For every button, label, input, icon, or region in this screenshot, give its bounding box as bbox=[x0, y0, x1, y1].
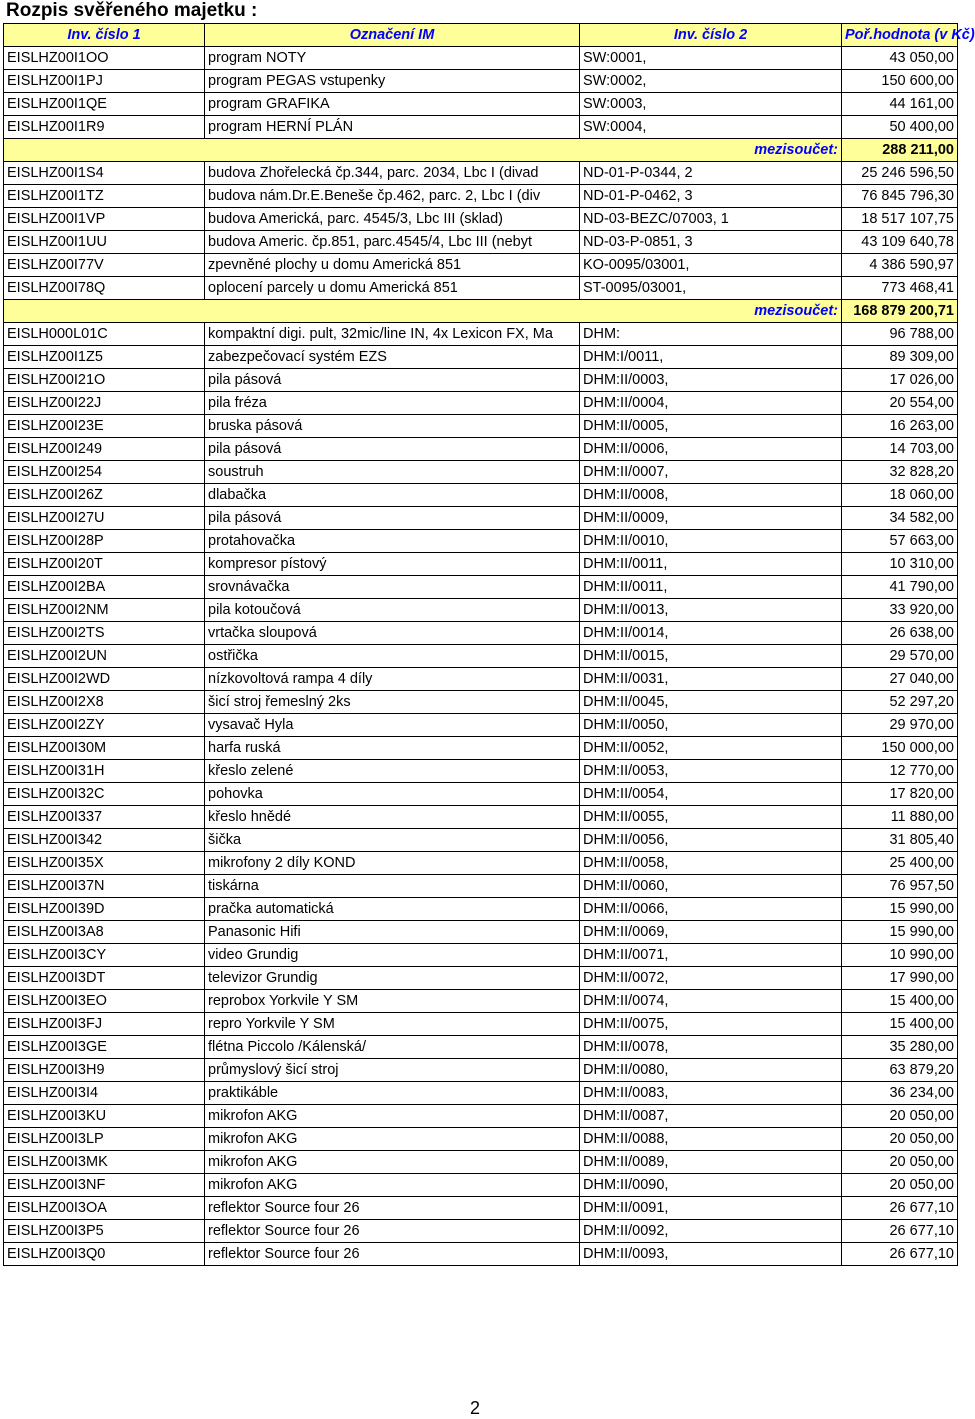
cell-acquisition-value: 63 879,20 bbox=[842, 1059, 958, 1082]
cell-inv-number-2: DHM:II/0013, bbox=[580, 599, 842, 622]
table-row bbox=[4, 1059, 958, 1082]
cell-inv-number-2: SW:0001, bbox=[580, 47, 842, 70]
cell-asset-name: křeslo hnědé bbox=[205, 806, 580, 829]
cell-acquisition-value: 150 000,00 bbox=[842, 737, 958, 760]
cell-asset-name: Panasonic Hifi bbox=[205, 921, 580, 944]
cell-inv-number-1: EISLHZ00I254 bbox=[4, 461, 205, 484]
table-row bbox=[4, 438, 958, 461]
cell-inv-number-1: EISLHZ00I77V bbox=[4, 254, 205, 277]
cell-asset-name: budova Americ. čp.851, parc.4545/4, Lbc III (nebyt bbox=[205, 231, 580, 254]
cell-inv-number-2: DHM:II/0072, bbox=[580, 967, 842, 990]
table-row bbox=[4, 898, 958, 921]
table-row bbox=[4, 162, 958, 185]
header-inv-number-1: Inv. číslo 1 bbox=[4, 24, 205, 47]
table-row bbox=[4, 622, 958, 645]
cell-inv-number-2: DHM:II/0074, bbox=[580, 990, 842, 1013]
table-row bbox=[4, 231, 958, 254]
cell-acquisition-value: 773 468,41 bbox=[842, 277, 958, 300]
cell-asset-name: pila fréza bbox=[205, 392, 580, 415]
cell-inv-number-1: EISLHZ00I3DT bbox=[4, 967, 205, 990]
table-row bbox=[4, 1036, 958, 1059]
cell-inv-number-2: DHM:II/0003, bbox=[580, 369, 842, 392]
cell-inv-number-2: ND-01-P-0344, 2 bbox=[580, 162, 842, 185]
table-row bbox=[4, 1105, 958, 1128]
table-row bbox=[4, 323, 958, 346]
cell-inv-number-2: DHM:II/0093, bbox=[580, 1243, 842, 1266]
table-row bbox=[4, 691, 958, 714]
cell-asset-name: bruska pásová bbox=[205, 415, 580, 438]
cell-inv-number-2: DHM:II/0007, bbox=[580, 461, 842, 484]
cell-asset-name: reflektor Source four 26 bbox=[205, 1197, 580, 1220]
table-row bbox=[4, 1082, 958, 1105]
table-row bbox=[4, 507, 958, 530]
cell-inv-number-2: DHM:II/0005, bbox=[580, 415, 842, 438]
cell-inv-number-1: EISLH000L01C bbox=[4, 323, 205, 346]
cell-asset-name: video Grundig bbox=[205, 944, 580, 967]
cell-inv-number-2: DHM:II/0066, bbox=[580, 898, 842, 921]
cell-inv-number-2: DHM:II/0011, bbox=[580, 576, 842, 599]
cell-acquisition-value: 16 263,00 bbox=[842, 415, 958, 438]
table-row bbox=[4, 553, 958, 576]
cell-acquisition-value: 32 828,20 bbox=[842, 461, 958, 484]
cell-acquisition-value: 17 820,00 bbox=[842, 783, 958, 806]
cell-inv-number-2: DHM:II/0054, bbox=[580, 783, 842, 806]
table-row bbox=[4, 116, 958, 139]
cell-inv-number-1: EISLHZ00I78Q bbox=[4, 277, 205, 300]
cell-asset-name: ostřička bbox=[205, 645, 580, 668]
cell-acquisition-value: 89 309,00 bbox=[842, 346, 958, 369]
cell-acquisition-value: 150 600,00 bbox=[842, 70, 958, 93]
table-row bbox=[4, 944, 958, 967]
cell-inv-number-1: EISLHZ00I3NF bbox=[4, 1174, 205, 1197]
cell-inv-number-1: EISLHZ00I35X bbox=[4, 852, 205, 875]
asset-table bbox=[3, 23, 975, 1266]
cell-asset-name: vrtačka sloupová bbox=[205, 622, 580, 645]
cell-inv-number-2: DHM:II/0060, bbox=[580, 875, 842, 898]
cell-asset-name: repro Yorkvile Y SM bbox=[205, 1013, 580, 1036]
cell-asset-name: kompaktní digi. pult, 32mic/line IN, 4x Lexicon FX, Ma bbox=[205, 323, 580, 346]
cell-acquisition-value: 26 677,10 bbox=[842, 1197, 958, 1220]
subtotal-row bbox=[4, 139, 958, 162]
cell-inv-number-1: EISLHZ00I3EO bbox=[4, 990, 205, 1013]
cell-asset-name: dlabačka bbox=[205, 484, 580, 507]
cell-inv-number-1: EISLHZ00I32C bbox=[4, 783, 205, 806]
header-acquisition-value: Poř.hodnota (v Kč) bbox=[842, 24, 958, 47]
cell-inv-number-1: EISLHZ00I3OA bbox=[4, 1197, 205, 1220]
cell-asset-name: tiskárna bbox=[205, 875, 580, 898]
cell-inv-number-1: EISLHZ00I2BA bbox=[4, 576, 205, 599]
cell-acquisition-value: 18 517 107,75 bbox=[842, 208, 958, 231]
cell-inv-number-1: EISLHZ00I2NM bbox=[4, 599, 205, 622]
cell-inv-number-2: SW:0004, bbox=[580, 116, 842, 139]
cell-inv-number-2: DHM:II/0087, bbox=[580, 1105, 842, 1128]
cell-acquisition-value: 15 990,00 bbox=[842, 921, 958, 944]
cell-inv-number-2: DHM:II/0009, bbox=[580, 507, 842, 530]
cell-acquisition-value: 33 920,00 bbox=[842, 599, 958, 622]
cell-inv-number-1: EISLHZ00I37N bbox=[4, 875, 205, 898]
cell-inv-number-1: EISLHZ00I2ZY bbox=[4, 714, 205, 737]
cell-acquisition-value: 15 400,00 bbox=[842, 1013, 958, 1036]
cell-asset-name: mikrofon AKG bbox=[205, 1128, 580, 1151]
table-row bbox=[4, 93, 958, 116]
cell-inv-number-2: ND-01-P-0462, 3 bbox=[580, 185, 842, 208]
cell-inv-number-1: EISLHZ00I3Q0 bbox=[4, 1243, 205, 1266]
cell-asset-name: zpevněné plochy u domu Americká 851 bbox=[205, 254, 580, 277]
page-number: 2 bbox=[470, 1398, 481, 1418]
table-row bbox=[4, 921, 958, 944]
cell-inv-number-2: DHM:II/0031, bbox=[580, 668, 842, 691]
cell-inv-number-2: DHM:II/0011, bbox=[580, 553, 842, 576]
cell-inv-number-1: EISLHZ00I2UN bbox=[4, 645, 205, 668]
table-row bbox=[4, 599, 958, 622]
cell-acquisition-value: 44 161,00 bbox=[842, 93, 958, 116]
cell-inv-number-2: DHM:II/0069, bbox=[580, 921, 842, 944]
cell-asset-name: pila pásová bbox=[205, 438, 580, 461]
subtotal-label: mezisoučet: bbox=[4, 300, 842, 323]
cell-asset-name: reflektor Source four 26 bbox=[205, 1220, 580, 1243]
cell-inv-number-2: KO-0095/03001, bbox=[580, 254, 842, 277]
cell-inv-number-1: EISLHZ00I22J bbox=[4, 392, 205, 415]
table-row bbox=[4, 1220, 958, 1243]
cell-inv-number-1: EISLHZ00I3A8 bbox=[4, 921, 205, 944]
cell-inv-number-2: SW:0002, bbox=[580, 70, 842, 93]
cell-acquisition-value: 10 990,00 bbox=[842, 944, 958, 967]
cell-inv-number-2: DHM: bbox=[580, 323, 842, 346]
table-row bbox=[4, 806, 958, 829]
cell-acquisition-value: 12 770,00 bbox=[842, 760, 958, 783]
cell-acquisition-value: 29 570,00 bbox=[842, 645, 958, 668]
cell-asset-name: pila pásová bbox=[205, 369, 580, 392]
cell-acquisition-value: 96 788,00 bbox=[842, 323, 958, 346]
cell-inv-number-1: EISLHZ00I3KU bbox=[4, 1105, 205, 1128]
cell-inv-number-1: EISLHZ00I1R9 bbox=[4, 116, 205, 139]
cell-inv-number-2: DHM:II/0006, bbox=[580, 438, 842, 461]
cell-inv-number-1: EISLHZ00I1S4 bbox=[4, 162, 205, 185]
cell-inv-number-2: DHM:II/0053, bbox=[580, 760, 842, 783]
cell-acquisition-value: 76 957,50 bbox=[842, 875, 958, 898]
cell-asset-name: křeslo zelené bbox=[205, 760, 580, 783]
subtotal-label: mezisoučet: bbox=[4, 139, 842, 162]
cell-inv-number-2: DHM:II/0014, bbox=[580, 622, 842, 645]
subtotal-row bbox=[4, 300, 958, 323]
cell-inv-number-1: EISLHZ00I337 bbox=[4, 806, 205, 829]
cell-inv-number-2: DHM:II/0090, bbox=[580, 1174, 842, 1197]
cell-asset-name: pohovka bbox=[205, 783, 580, 806]
cell-inv-number-1: EISLHZ00I28P bbox=[4, 530, 205, 553]
cell-inv-number-1: EISLHZ00I2X8 bbox=[4, 691, 205, 714]
cell-asset-name: televizor Grundig bbox=[205, 967, 580, 990]
table-row bbox=[4, 346, 958, 369]
table-row bbox=[4, 829, 958, 852]
cell-inv-number-2: ND-03-P-0851, 3 bbox=[580, 231, 842, 254]
cell-acquisition-value: 26 638,00 bbox=[842, 622, 958, 645]
cell-asset-name: průmyslový šicí stroj bbox=[205, 1059, 580, 1082]
table-row bbox=[4, 852, 958, 875]
cell-acquisition-value: 18 060,00 bbox=[842, 484, 958, 507]
table-row bbox=[4, 369, 958, 392]
cell-inv-number-1: EISLHZ00I1Z5 bbox=[4, 346, 205, 369]
subtotal-value: 168 879 200,71 bbox=[842, 300, 958, 323]
cell-asset-name: pračka automatická bbox=[205, 898, 580, 921]
cell-asset-name: protahovačka bbox=[205, 530, 580, 553]
table-row bbox=[4, 415, 958, 438]
cell-inv-number-1: EISLHZ00I3CY bbox=[4, 944, 205, 967]
cell-acquisition-value: 25 400,00 bbox=[842, 852, 958, 875]
cell-asset-name: kompresor pístový bbox=[205, 553, 580, 576]
table-row bbox=[4, 277, 958, 300]
cell-inv-number-1: EISLHZ00I21O bbox=[4, 369, 205, 392]
cell-acquisition-value: 36 234,00 bbox=[842, 1082, 958, 1105]
cell-asset-name: pila pásová bbox=[205, 507, 580, 530]
cell-acquisition-value: 52 297,20 bbox=[842, 691, 958, 714]
cell-asset-name: oplocení parcely u domu Americká 851 bbox=[205, 277, 580, 300]
table-row bbox=[4, 645, 958, 668]
cell-inv-number-1: EISLHZ00I30M bbox=[4, 737, 205, 760]
table-row bbox=[4, 967, 958, 990]
cell-inv-number-1: EISLHZ00I3FJ bbox=[4, 1013, 205, 1036]
table-row bbox=[4, 576, 958, 599]
cell-acquisition-value: 20 050,00 bbox=[842, 1105, 958, 1128]
table-row bbox=[4, 1174, 958, 1197]
cell-acquisition-value: 11 880,00 bbox=[842, 806, 958, 829]
cell-acquisition-value: 20 554,00 bbox=[842, 392, 958, 415]
cell-inv-number-1: EISLHZ00I20T bbox=[4, 553, 205, 576]
cell-inv-number-1: EISLHZ00I27U bbox=[4, 507, 205, 530]
table-row bbox=[4, 714, 958, 737]
cell-inv-number-2: ST-0095/03001, bbox=[580, 277, 842, 300]
cell-asset-name: budova Zhořelecká čp.344, parc. 2034, Lbc I (divad bbox=[205, 162, 580, 185]
cell-inv-number-1: EISLHZ00I1OO bbox=[4, 47, 205, 70]
cell-acquisition-value: 50 400,00 bbox=[842, 116, 958, 139]
cell-inv-number-1: EISLHZ00I23E bbox=[4, 415, 205, 438]
cell-inv-number-2: DHM:II/0004, bbox=[580, 392, 842, 415]
cell-asset-name: budova nám.Dr.E.Beneše čp.462, parc. 2, Lbc I (div bbox=[205, 185, 580, 208]
page-title: Rozpis svěřeného majetku : bbox=[6, 0, 258, 21]
cell-asset-name: soustruh bbox=[205, 461, 580, 484]
cell-asset-name: harfa ruská bbox=[205, 737, 580, 760]
cell-inv-number-2: DHM:II/0075, bbox=[580, 1013, 842, 1036]
cell-asset-name: šička bbox=[205, 829, 580, 852]
cell-acquisition-value: 20 050,00 bbox=[842, 1151, 958, 1174]
cell-inv-number-1: EISLHZ00I39D bbox=[4, 898, 205, 921]
cell-acquisition-value: 20 050,00 bbox=[842, 1174, 958, 1197]
cell-acquisition-value: 29 970,00 bbox=[842, 714, 958, 737]
cell-inv-number-2: DHM:II/0083, bbox=[580, 1082, 842, 1105]
table-row bbox=[4, 185, 958, 208]
cell-acquisition-value: 41 790,00 bbox=[842, 576, 958, 599]
cell-inv-number-2: DHM:II/0080, bbox=[580, 1059, 842, 1082]
table-row bbox=[4, 737, 958, 760]
table-row bbox=[4, 1151, 958, 1174]
cell-acquisition-value: 43 050,00 bbox=[842, 47, 958, 70]
table-row bbox=[4, 392, 958, 415]
cell-acquisition-value: 26 677,10 bbox=[842, 1243, 958, 1266]
cell-inv-number-2: DHM:II/0092, bbox=[580, 1220, 842, 1243]
cell-asset-name: mikrofon AKG bbox=[205, 1151, 580, 1174]
cell-inv-number-2: DHM:II/0088, bbox=[580, 1128, 842, 1151]
cell-inv-number-2: DHM:II/0071, bbox=[580, 944, 842, 967]
cell-inv-number-2: DHM:II/0010, bbox=[580, 530, 842, 553]
cell-inv-number-1: EISLHZ00I1QE bbox=[4, 93, 205, 116]
cell-asset-name: vysavač Hyla bbox=[205, 714, 580, 737]
table-row bbox=[4, 760, 958, 783]
cell-asset-name: flétna Piccolo /Kálenská/ bbox=[205, 1036, 580, 1059]
cell-asset-name: program HERNÍ PLÁN bbox=[205, 116, 580, 139]
cell-acquisition-value: 76 845 796,30 bbox=[842, 185, 958, 208]
table-row bbox=[4, 70, 958, 93]
table-row bbox=[4, 783, 958, 806]
cell-inv-number-2: DHM:II/0091, bbox=[580, 1197, 842, 1220]
cell-inv-number-2: DHM:II/0089, bbox=[580, 1151, 842, 1174]
cell-inv-number-2: DHM:II/0078, bbox=[580, 1036, 842, 1059]
cell-acquisition-value: 4 386 590,97 bbox=[842, 254, 958, 277]
cell-acquisition-value: 15 400,00 bbox=[842, 990, 958, 1013]
table-row bbox=[4, 1013, 958, 1036]
cell-inv-number-1: EISLHZ00I26Z bbox=[4, 484, 205, 507]
cell-asset-name: program NOTY bbox=[205, 47, 580, 70]
cell-acquisition-value: 17 026,00 bbox=[842, 369, 958, 392]
cell-inv-number-2: DHM:I/0011, bbox=[580, 346, 842, 369]
cell-acquisition-value: 31 805,40 bbox=[842, 829, 958, 852]
cell-inv-number-1: EISLHZ00I1TZ bbox=[4, 185, 205, 208]
cell-acquisition-value: 57 663,00 bbox=[842, 530, 958, 553]
table-row bbox=[4, 1243, 958, 1266]
cell-inv-number-1: EISLHZ00I3P5 bbox=[4, 1220, 205, 1243]
cell-inv-number-1: EISLHZ00I3MK bbox=[4, 1151, 205, 1174]
table-row bbox=[4, 461, 958, 484]
table-row bbox=[4, 1128, 958, 1151]
table-body bbox=[4, 47, 958, 1266]
cell-inv-number-2: DHM:II/0050, bbox=[580, 714, 842, 737]
cell-inv-number-2: ND-03-BEZC/07003, 1 bbox=[580, 208, 842, 231]
cell-inv-number-1: EISLHZ00I3LP bbox=[4, 1128, 205, 1151]
cell-inv-number-1: EISLHZ00I1VP bbox=[4, 208, 205, 231]
cell-acquisition-value: 26 677,10 bbox=[842, 1220, 958, 1243]
cell-acquisition-value: 20 050,00 bbox=[842, 1128, 958, 1151]
cell-acquisition-value: 14 703,00 bbox=[842, 438, 958, 461]
cell-inv-number-1: EISLHZ00I3H9 bbox=[4, 1059, 205, 1082]
cell-asset-name: program GRAFIKA bbox=[205, 93, 580, 116]
cell-inv-number-1: EISLHZ00I31H bbox=[4, 760, 205, 783]
cell-inv-number-1: EISLHZ00I249 bbox=[4, 438, 205, 461]
table-row bbox=[4, 990, 958, 1013]
cell-inv-number-1: EISLHZ00I3I4 bbox=[4, 1082, 205, 1105]
table-row bbox=[4, 47, 958, 70]
table-row bbox=[4, 484, 958, 507]
subtotal-value: 288 211,00 bbox=[842, 139, 958, 162]
cell-inv-number-1: EISLHZ00I1PJ bbox=[4, 70, 205, 93]
table-row bbox=[4, 530, 958, 553]
table-row bbox=[4, 875, 958, 898]
cell-inv-number-2: DHM:II/0008, bbox=[580, 484, 842, 507]
cell-inv-number-2: DHM:II/0058, bbox=[580, 852, 842, 875]
cell-asset-name: zabezpečovací systém EZS bbox=[205, 346, 580, 369]
cell-inv-number-2: DHM:II/0056, bbox=[580, 829, 842, 852]
header-asset-name: Označení IM bbox=[205, 24, 580, 47]
cell-acquisition-value: 43 109 640,78 bbox=[842, 231, 958, 254]
cell-inv-number-1: EISLHZ00I3GE bbox=[4, 1036, 205, 1059]
cell-acquisition-value: 35 280,00 bbox=[842, 1036, 958, 1059]
cell-asset-name: mikrofony 2 díly KOND bbox=[205, 852, 580, 875]
cell-inv-number-1: EISLHZ00I1UU bbox=[4, 231, 205, 254]
cell-inv-number-2: DHM:II/0015, bbox=[580, 645, 842, 668]
cell-asset-name: srovnávačka bbox=[205, 576, 580, 599]
cell-asset-name: budova Americká, parc. 4545/3, Lbc III (sklad) bbox=[205, 208, 580, 231]
cell-asset-name: šicí stroj řemeslný 2ks bbox=[205, 691, 580, 714]
cell-acquisition-value: 25 246 596,50 bbox=[842, 162, 958, 185]
cell-acquisition-value: 27 040,00 bbox=[842, 668, 958, 691]
cell-acquisition-value: 34 582,00 bbox=[842, 507, 958, 530]
table-header-row bbox=[4, 24, 958, 47]
cell-asset-name: pila kotoučová bbox=[205, 599, 580, 622]
cell-acquisition-value: 17 990,00 bbox=[842, 967, 958, 990]
cell-inv-number-1: EISLHZ00I2WD bbox=[4, 668, 205, 691]
cell-asset-name: mikrofon AKG bbox=[205, 1105, 580, 1128]
cell-inv-number-2: DHM:II/0055, bbox=[580, 806, 842, 829]
cell-asset-name: nízkovoltová rampa 4 díly bbox=[205, 668, 580, 691]
cell-asset-name: mikrofon AKG bbox=[205, 1174, 580, 1197]
cell-asset-name: program PEGAS vstupenky bbox=[205, 70, 580, 93]
cell-acquisition-value: 10 310,00 bbox=[842, 553, 958, 576]
header-inv-number-2: Inv. číslo 2 bbox=[580, 24, 842, 47]
cell-acquisition-value: 15 990,00 bbox=[842, 898, 958, 921]
cell-asset-name: reprobox Yorkvile Y SM bbox=[205, 990, 580, 1013]
table-row bbox=[4, 668, 958, 691]
table-row bbox=[4, 254, 958, 277]
cell-asset-name: praktikáble bbox=[205, 1082, 580, 1105]
cell-inv-number-2: DHM:II/0045, bbox=[580, 691, 842, 714]
cell-inv-number-1: EISLHZ00I342 bbox=[4, 829, 205, 852]
cell-asset-name: reflektor Source four 26 bbox=[205, 1243, 580, 1266]
cell-inv-number-2: SW:0003, bbox=[580, 93, 842, 116]
cell-inv-number-2: DHM:II/0052, bbox=[580, 737, 842, 760]
cell-inv-number-1: EISLHZ00I2TS bbox=[4, 622, 205, 645]
table-row bbox=[4, 1197, 958, 1220]
table-row bbox=[4, 208, 958, 231]
